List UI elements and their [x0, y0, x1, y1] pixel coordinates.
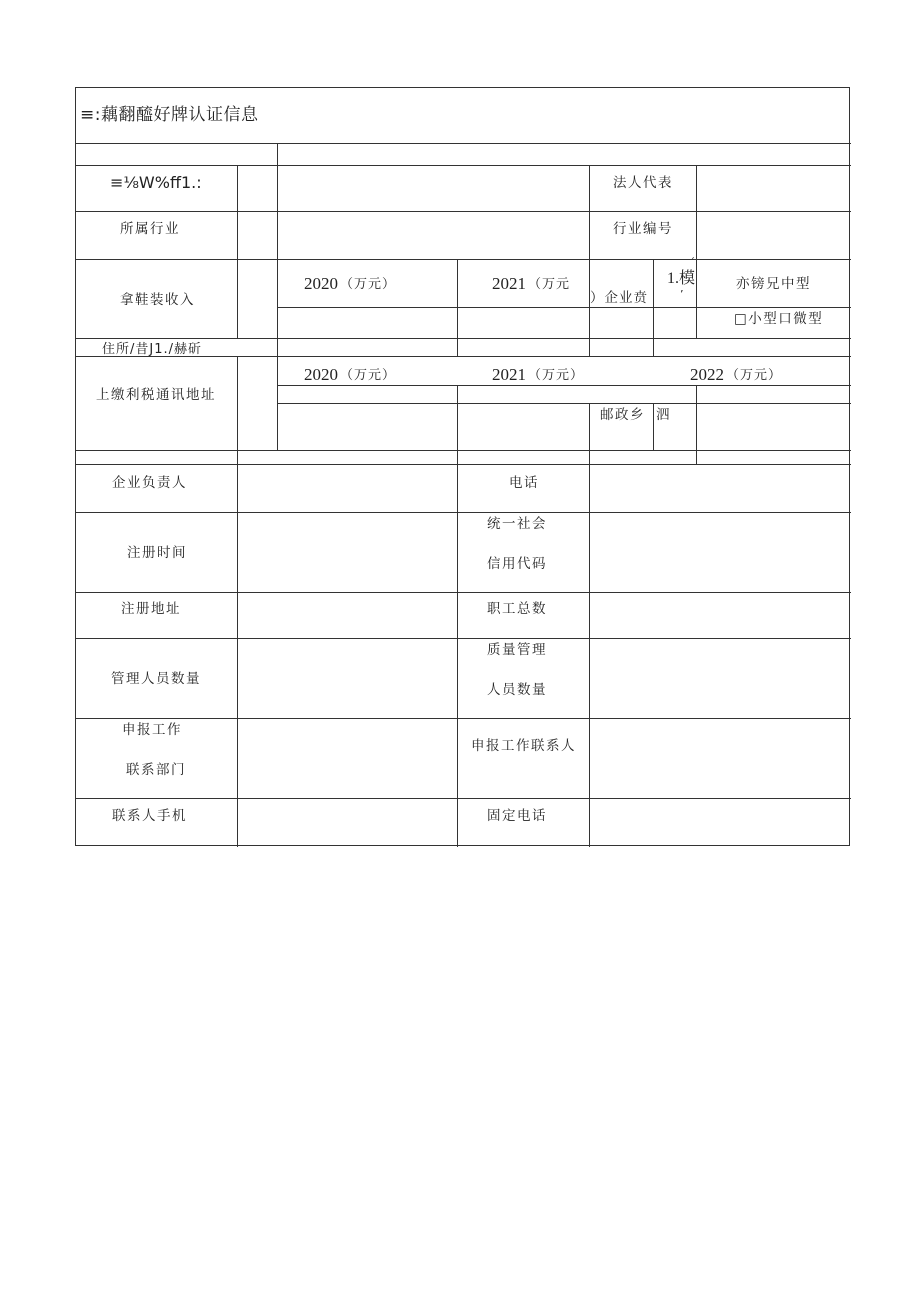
- revenue-2021-unit: （万元: [528, 277, 571, 292]
- scale-option-small: □小型口微型: [734, 311, 824, 327]
- row-divider: [76, 798, 851, 799]
- col-divider: [653, 259, 654, 356]
- row-divider: [76, 592, 851, 593]
- scale-option-medium: 亦镑兄中型: [736, 276, 811, 292]
- scale-mark-top: ´: [690, 257, 697, 268]
- revenue-2021-year: 2021: [492, 274, 526, 293]
- col-divider: [237, 165, 238, 339]
- residence-label: 住所/昔J1./赫斫: [102, 342, 202, 357]
- row-divider: [277, 403, 851, 404]
- qm-count-label-1: 质量管理: [487, 642, 547, 658]
- row-divider: [76, 450, 851, 451]
- col-divider: [589, 165, 590, 259]
- credit-code-label-2: 信用代码: [487, 556, 547, 572]
- contact-person-label: 申报工作联系人: [471, 738, 576, 754]
- industry-code-label: 行业编号: [613, 221, 673, 237]
- tax-address-label: 上缴利税通讯地址: [96, 387, 216, 403]
- tax-2022-unit: （万元）: [726, 368, 783, 383]
- row-divider: [76, 464, 851, 465]
- tax-2021-unit: （万元）: [528, 368, 585, 383]
- row-divider: [277, 307, 851, 308]
- col-divider: [589, 259, 590, 356]
- reg-address-label: 注册地址: [121, 601, 181, 617]
- col-divider: [457, 259, 458, 356]
- mgmt-count-label: 管理人员数量: [111, 671, 201, 687]
- tax-2021-year: 2021: [492, 365, 526, 384]
- revenue-2020-year: 2020: [304, 274, 338, 293]
- scale-mark-bottom: ’: [680, 288, 685, 301]
- postal-code-label: 邮政乡: [600, 407, 645, 423]
- row-divider: [76, 165, 851, 166]
- col-divider: [277, 165, 278, 450]
- tax-2020-unit: （万元）: [340, 368, 397, 383]
- certification-form: [75, 87, 850, 846]
- scale-mark: 1.模: [667, 270, 696, 287]
- col-divider: [237, 450, 238, 847]
- form-title: ≡:藕翻醯好牌认证信息: [80, 105, 259, 125]
- revenue-label: 拿鞋装收入: [120, 292, 195, 308]
- enterprise-scale-label: ）企业贲: [590, 290, 648, 306]
- dept-label-2: 联系部门: [126, 762, 186, 778]
- staff-total-label: 职工总数: [487, 601, 547, 617]
- credit-code-label-1: 统一社会: [487, 516, 547, 532]
- col-divider: [696, 385, 697, 464]
- col-divider: [457, 385, 458, 450]
- row-divider: [277, 385, 851, 386]
- industry-label: 所属行业: [120, 221, 180, 237]
- contact-mobile-label: 联系人手机: [112, 808, 187, 824]
- qm-count-label-2: 人员数量: [487, 682, 547, 698]
- legal-rep-label: 法人代表: [613, 175, 673, 191]
- row-divider: [76, 143, 851, 144]
- tax-2022-year: 2022: [690, 365, 724, 384]
- landline-label: 固定电话: [487, 808, 547, 824]
- row-divider: [76, 512, 851, 513]
- tax-2020-year: 2020: [304, 365, 338, 384]
- reg-time-label: 注册时间: [127, 545, 187, 561]
- row-divider: [76, 259, 851, 260]
- revenue-2020-unit: （万元）: [340, 277, 397, 292]
- col-divider: [589, 450, 590, 847]
- col-divider: [237, 356, 238, 450]
- row-divider: [76, 211, 851, 212]
- col-divider: [457, 450, 458, 847]
- company-name-label: ≡⅛W%ff1.:: [110, 173, 202, 192]
- col-divider: [696, 165, 697, 259]
- row-divider: [76, 338, 851, 339]
- col-divider: [653, 403, 654, 450]
- principal-label: 企业负责人: [112, 475, 187, 491]
- row-divider: [76, 638, 851, 639]
- phone-label: 电话: [509, 475, 539, 491]
- row-divider: [76, 718, 851, 719]
- dept-label-1: 申报工作: [122, 722, 182, 738]
- postal-code-label-2: 泗: [656, 407, 671, 423]
- col-divider: [277, 143, 278, 165]
- col-divider: [589, 403, 590, 450]
